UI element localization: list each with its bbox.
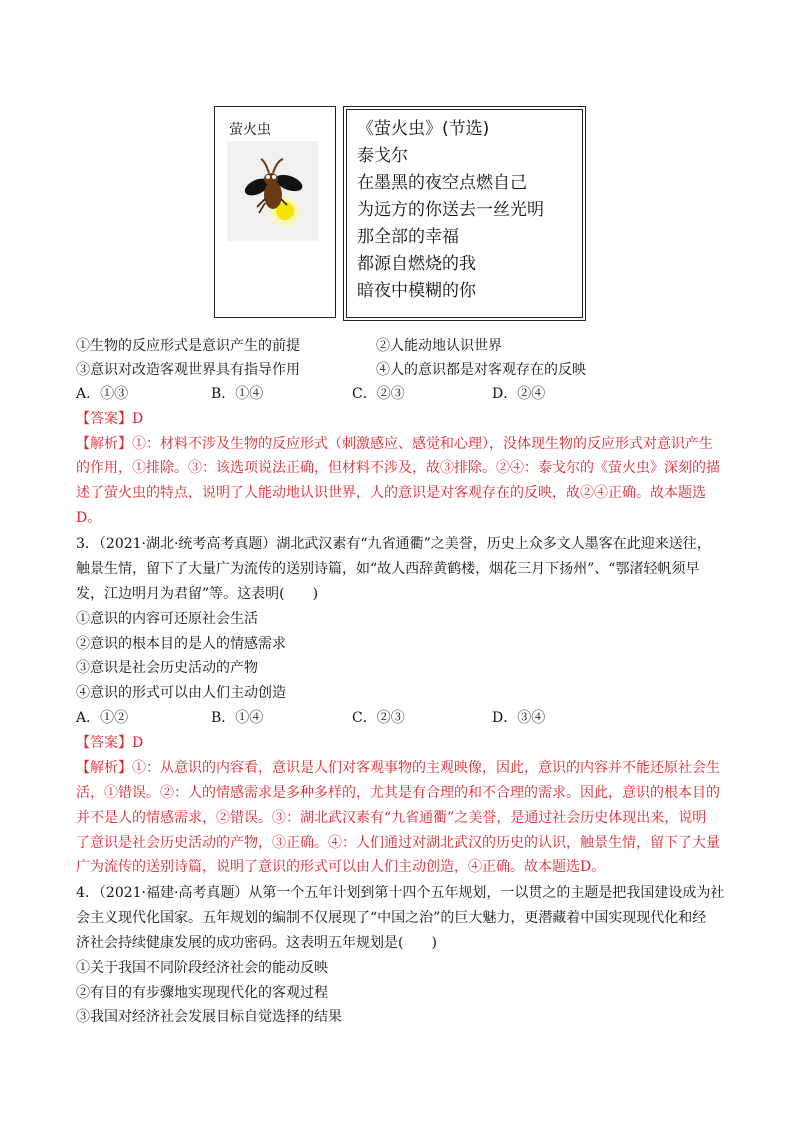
poem-line: 为远方的你送去一丝光明 bbox=[357, 200, 544, 220]
q3-answer: 【答案】D bbox=[76, 735, 144, 751]
poem-title: 《萤火虫》(节选) bbox=[357, 119, 490, 139]
q2-analysis-line: 【解析】①：材料不涉及生物的反应形式（刺激感应、感觉和心理），没体现生物的反应形式对意识产生 bbox=[76, 436, 713, 452]
q2-answer: 【答案】D bbox=[76, 411, 144, 427]
q2-statement: ①生物的反应形式是意识产生的前提 bbox=[76, 338, 300, 354]
q3-choice-d: D．③④ bbox=[492, 710, 546, 726]
q2-choice-b: B．①④ bbox=[211, 386, 264, 402]
firefly-illustration bbox=[227, 141, 319, 241]
firefly-icon bbox=[227, 141, 319, 241]
q3-statement: ②意识的根本目的是人的情感需求 bbox=[76, 636, 286, 652]
q3-statement: ①意识的内容可还原社会生活 bbox=[76, 611, 258, 627]
q2-analysis-line: D。 bbox=[76, 510, 102, 526]
q4-statement: ③我国对经济社会发展目标自觉选择的结果 bbox=[76, 1009, 342, 1025]
q3-analysis-line: 并不是人的情感需求，②错误。③：湖北武汉素有“九省通衢”之美誉，是通过社会历史体现出来，说明 bbox=[76, 810, 707, 826]
q3-choice-b: B．①④ bbox=[211, 710, 264, 726]
q3-stem-line: 3．（2021·湖北·统考高考真题）湖北武汉素有“九省通衢”之美誉，历史上众多文人墨客在此迎来送往， bbox=[76, 536, 711, 552]
q2-choice-d: D．②④ bbox=[492, 386, 546, 402]
q2-statement: ②人能动地认识世界 bbox=[376, 338, 502, 354]
q4-stem-line: 4．（2021·福建·高考真题）从第一个五年计划到第十四个五年规划，一以贯之的主题是把我国建设成为社 bbox=[76, 885, 725, 901]
poem-card bbox=[343, 106, 586, 321]
q4-statement: ①关于我国不同阶段经济社会的能动反映 bbox=[76, 960, 328, 976]
q3-choice-a: A．①② bbox=[76, 710, 129, 726]
q3-analysis-line: 活，①错误。②：人的情感需求是多种多样的，尤其是有合理的和不合理的需求。因此，意识的根本目的 bbox=[76, 785, 720, 801]
q3-choice-c: C．②③ bbox=[352, 710, 405, 726]
poem-line: 都源自燃烧的我 bbox=[357, 254, 476, 274]
poem-line: 暗夜中模糊的你 bbox=[357, 281, 476, 301]
poem-line: 那全部的幸福 bbox=[357, 227, 459, 247]
q3-stem-line: 发，江边明月为君留”等。这表明( ) bbox=[76, 586, 319, 602]
q2-choice-a: A．①③ bbox=[76, 386, 129, 402]
firefly-card-title: 萤火虫 bbox=[229, 122, 271, 138]
q4-statement: ②有目的有步骤地实现现代化的客观过程 bbox=[76, 985, 328, 1001]
q2-choice-c: C．②③ bbox=[352, 386, 405, 402]
q3-stem-line: 触景生情，留下了大量广为流传的送别诗篇，如“故人西辞黄鹤楼，烟花三月下扬州”、“鄂渚轻帆须早 bbox=[76, 561, 700, 577]
q3-analysis-line: 【解析】①：从意识的内容看，意识是人们对客观事物的主观映像，因此，意识的内容并不能还原社会生 bbox=[76, 760, 720, 776]
q3-statement: ④意识的形式可以由人们主动创造 bbox=[76, 685, 286, 701]
firefly-image-card bbox=[214, 106, 336, 318]
q3-analysis-line: 了意识是社会历史活动的产物，③正确。④：人们通过对湖北武汉的历史的认识，触景生情，留下了大量 bbox=[76, 835, 720, 851]
q2-analysis-line: 的作用，①排除。③：该选项说法正确，但材料不涉及，故③排除。②④：泰戈尔的《萤火虫》深刻的描 bbox=[76, 460, 720, 476]
q2-statement: ③意识对改造客观世界具有指导作用 bbox=[76, 362, 300, 378]
poem-author: 泰戈尔 bbox=[357, 146, 408, 166]
q2-statement: ④人的意识都是对客观存在的反映 bbox=[376, 362, 586, 378]
q4-stem-line: 会主义现代化国家。五年规划的编制不仅展现了“中国之治”的巨大魅力，更潜藏着中国实现现代化和经 bbox=[76, 910, 707, 926]
q3-statement: ③意识是社会历史活动的产物 bbox=[76, 660, 258, 676]
q2-analysis-line: 述了萤火虫的特点，说明了人能动地认识世界，人的意识是对客观存在的反映，故②④正确。故本题选 bbox=[76, 485, 706, 501]
q3-analysis-line: 广为流传的送别诗篇，说明了意识的形式可以由人们主动创造，④正确。故本题选D。 bbox=[76, 859, 606, 875]
q4-stem-line: 济社会持续健康发展的成功密码。这表明五年规划是( ) bbox=[76, 935, 437, 951]
poem-line: 在墨黑的夜空点燃自己 bbox=[357, 173, 527, 193]
